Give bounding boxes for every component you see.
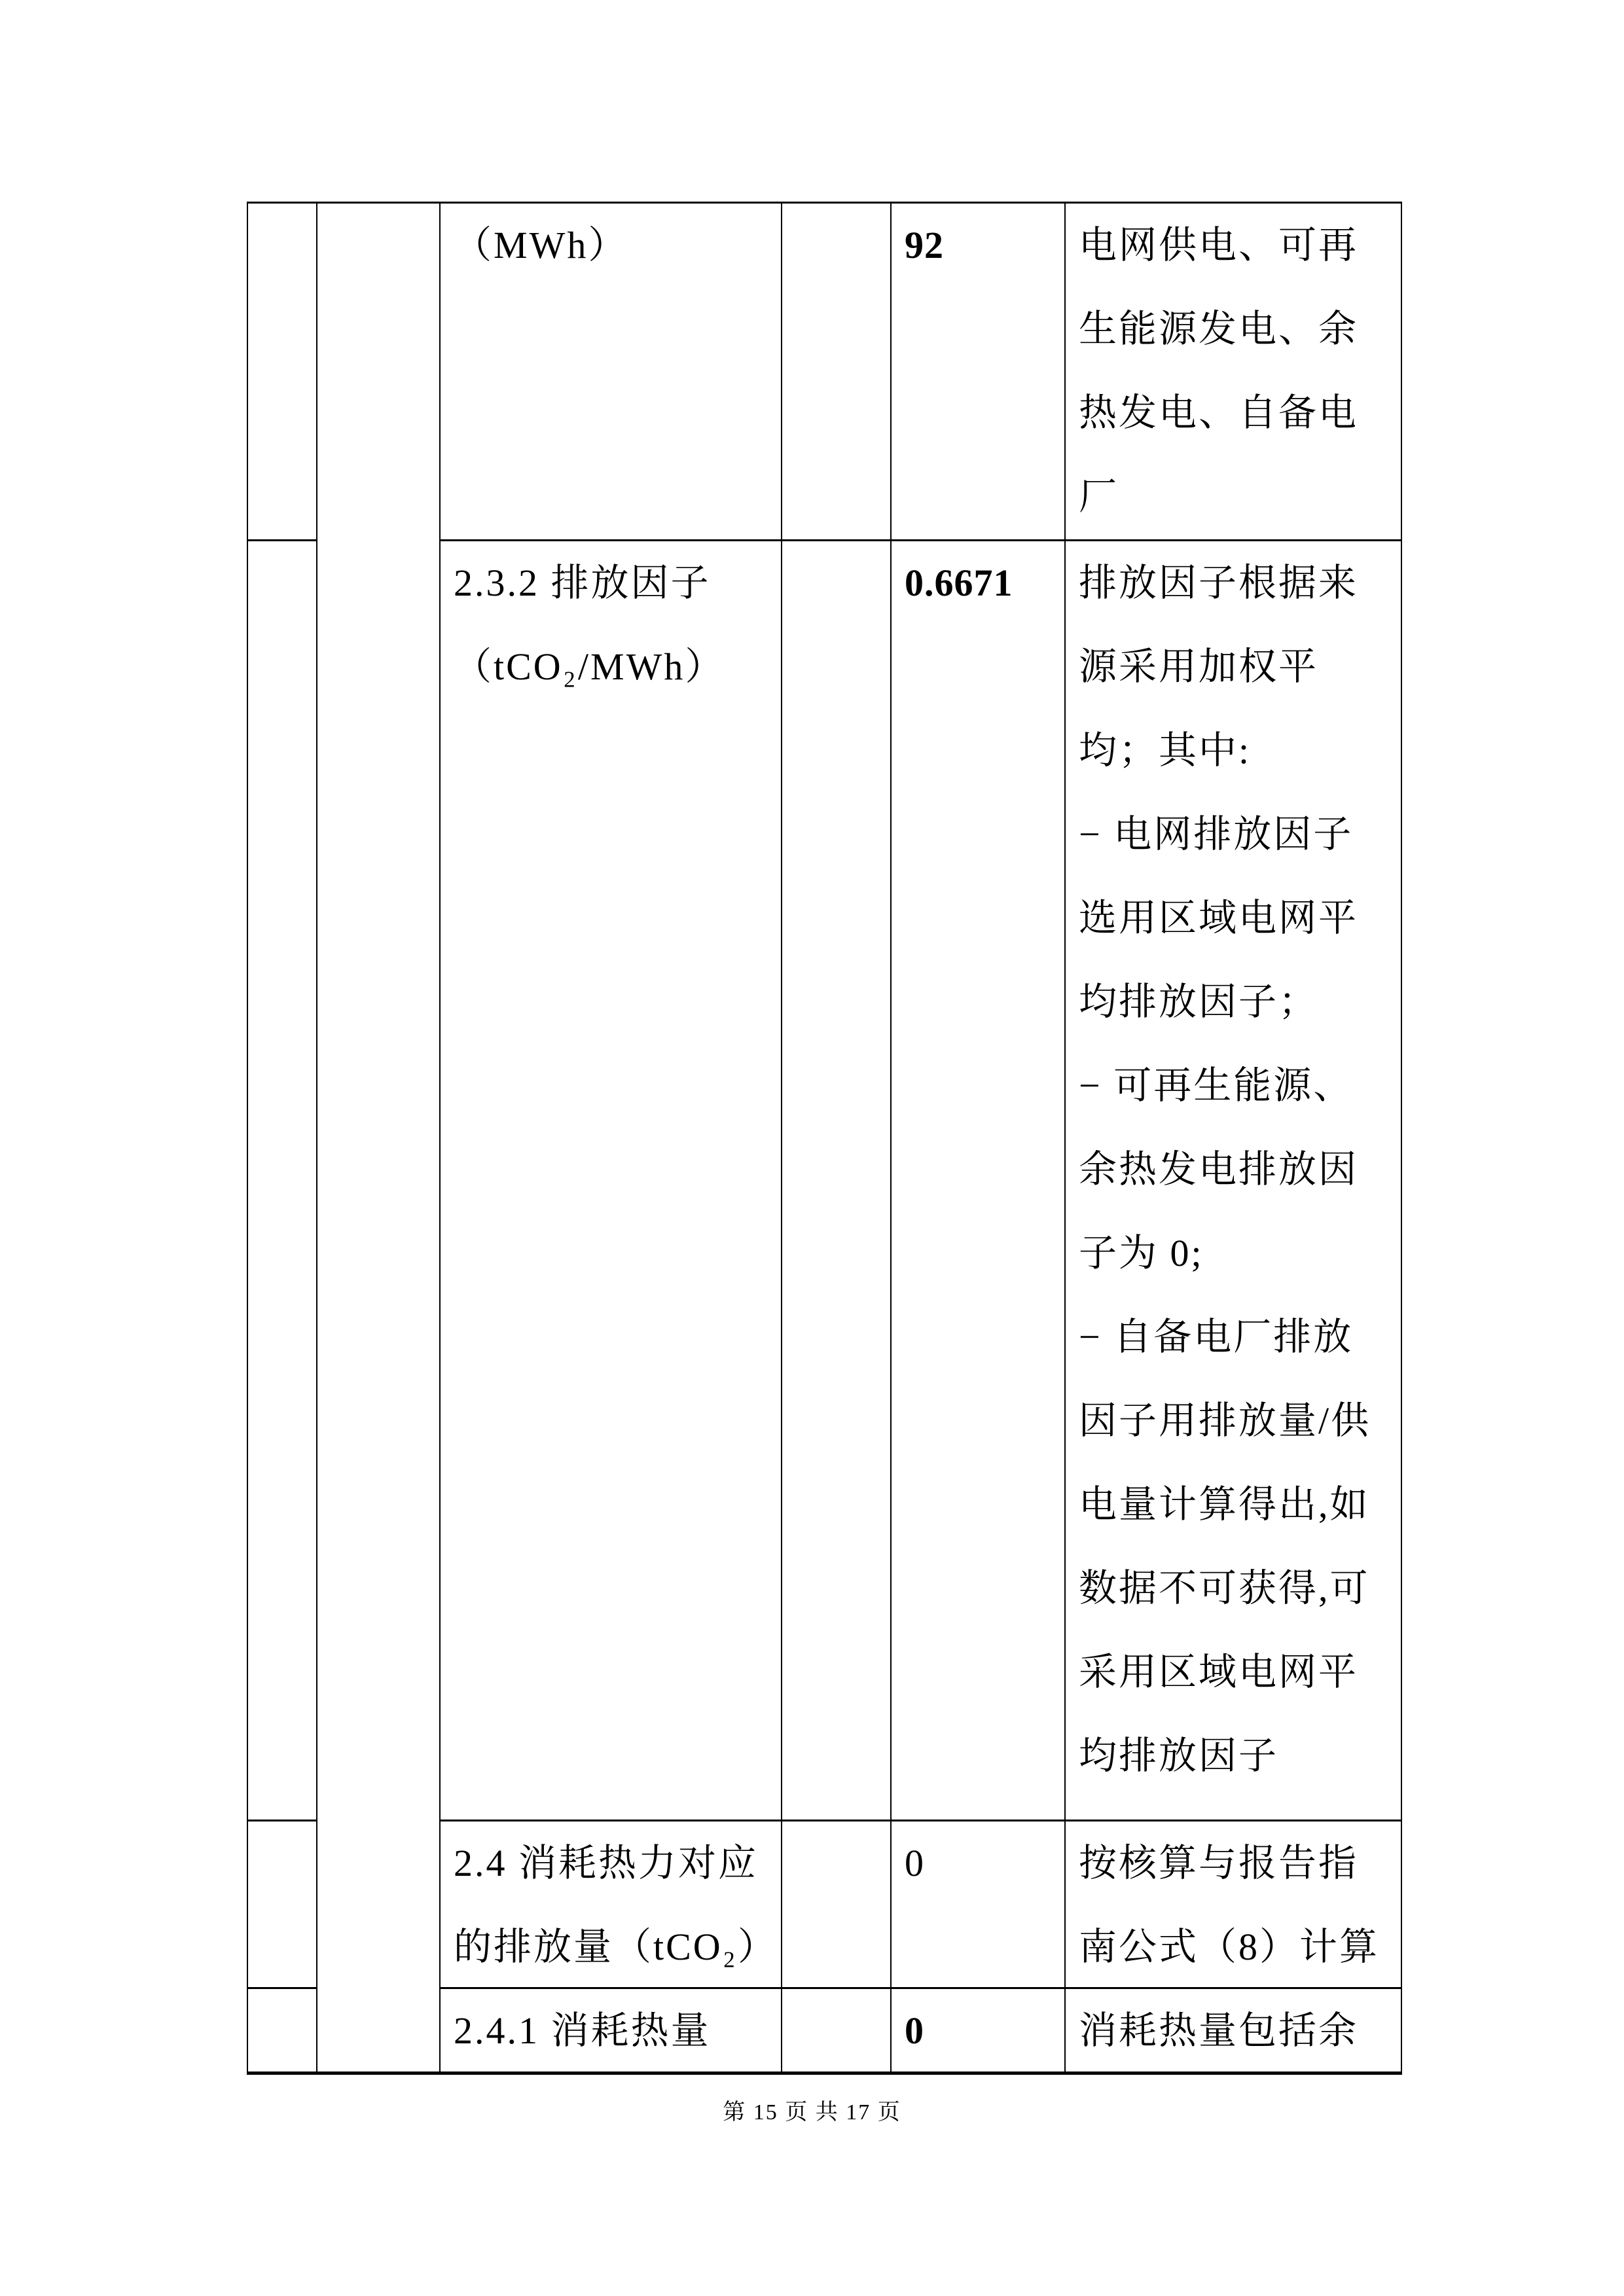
text-line: − 电网排放因子 [1079, 813, 1354, 855]
page-footer: 第 15 页 共 17 页 [723, 2100, 901, 2125]
item-cell-mwh [441, 204, 782, 541]
text-line: 采用区域电网平 [1079, 1651, 1359, 1693]
text-line: − 自备电厂排放 [1079, 1316, 1354, 1358]
text-line: 电量计算得出,如 [1079, 1483, 1370, 1526]
merged-category-cell [317, 204, 441, 2072]
text-line: 选用区域电网平 [1079, 897, 1359, 939]
item-cell-2-4-1 [441, 1989, 782, 2072]
text-line: （MWh） [454, 224, 628, 266]
text-line: 余热发电排放因 [1079, 1148, 1359, 1191]
text-line: 2.3.2 排放因子 [454, 562, 711, 604]
text-line: 2.4.1 消耗热量 [454, 2009, 711, 2052]
note-cell-row3 [1066, 1821, 1401, 1989]
text-line: （tCO₂/MWh） [454, 645, 725, 688]
item-cell-2-4 [441, 1821, 782, 1989]
value-cell-row4 [892, 1989, 1066, 2072]
spacer-cell-row4 [782, 1989, 892, 2072]
text-line: 源采用加权平 [1079, 645, 1319, 688]
text-line: 生能源发电、余 [1079, 308, 1359, 350]
text-line: 按核算与报告指 [1079, 1842, 1359, 1884]
spacer-cell-row2 [782, 541, 892, 1821]
spacer-cell-row3 [782, 1821, 892, 1989]
text-line: 数据不可获得,可 [1079, 1567, 1370, 1609]
value-text: 0.6671 [905, 562, 1013, 604]
value-cell-row2 [892, 541, 1066, 1821]
text-line: 热发电、自备电 [1079, 391, 1359, 434]
text-line: 的排放量（tCO₂） [454, 1926, 778, 1968]
text-line: 厂 [1079, 475, 1119, 518]
value-text: 0 [905, 2009, 924, 2052]
text-line: 排放因子根据来 [1079, 562, 1359, 604]
text-line: − 可再生能源、 [1079, 1064, 1354, 1107]
note-cell-row2 [1066, 541, 1401, 1821]
note-cell-row4 [1066, 1989, 1401, 2072]
value-text: 0 [905, 1842, 924, 1884]
emissions-report-table [247, 202, 1402, 2075]
index-cell-empty-row1 [248, 204, 317, 541]
text-line: 消耗热量包括余 [1079, 2009, 1359, 2052]
note-cell-row1 [1066, 204, 1401, 541]
text-line: 均排放因子； [1079, 980, 1319, 1023]
text-line: 南公式（8）计算 [1079, 1926, 1380, 1968]
value-cell-row1 [892, 204, 1066, 541]
item-cell-2-3-2 [441, 541, 782, 1821]
text-line: 均；其中: [1079, 729, 1252, 772]
text-line: 均排放因子 [1079, 1734, 1279, 1777]
value-cell-row3 [892, 1821, 1066, 1989]
value-text: 92 [905, 224, 944, 266]
index-cell-empty-row3 [248, 1821, 317, 1989]
index-cell-empty-row2 [248, 541, 317, 1821]
index-cell-empty-row4 [248, 1989, 317, 2072]
spacer-cell-row1 [782, 204, 892, 541]
text-line: 因子用排放量/供 [1079, 1399, 1371, 1442]
text-line: 2.4 消耗热力对应 [454, 1842, 759, 1884]
text-line: 子为 0; [1079, 1232, 1204, 1274]
text-line: 电网供电、可再 [1079, 224, 1359, 266]
